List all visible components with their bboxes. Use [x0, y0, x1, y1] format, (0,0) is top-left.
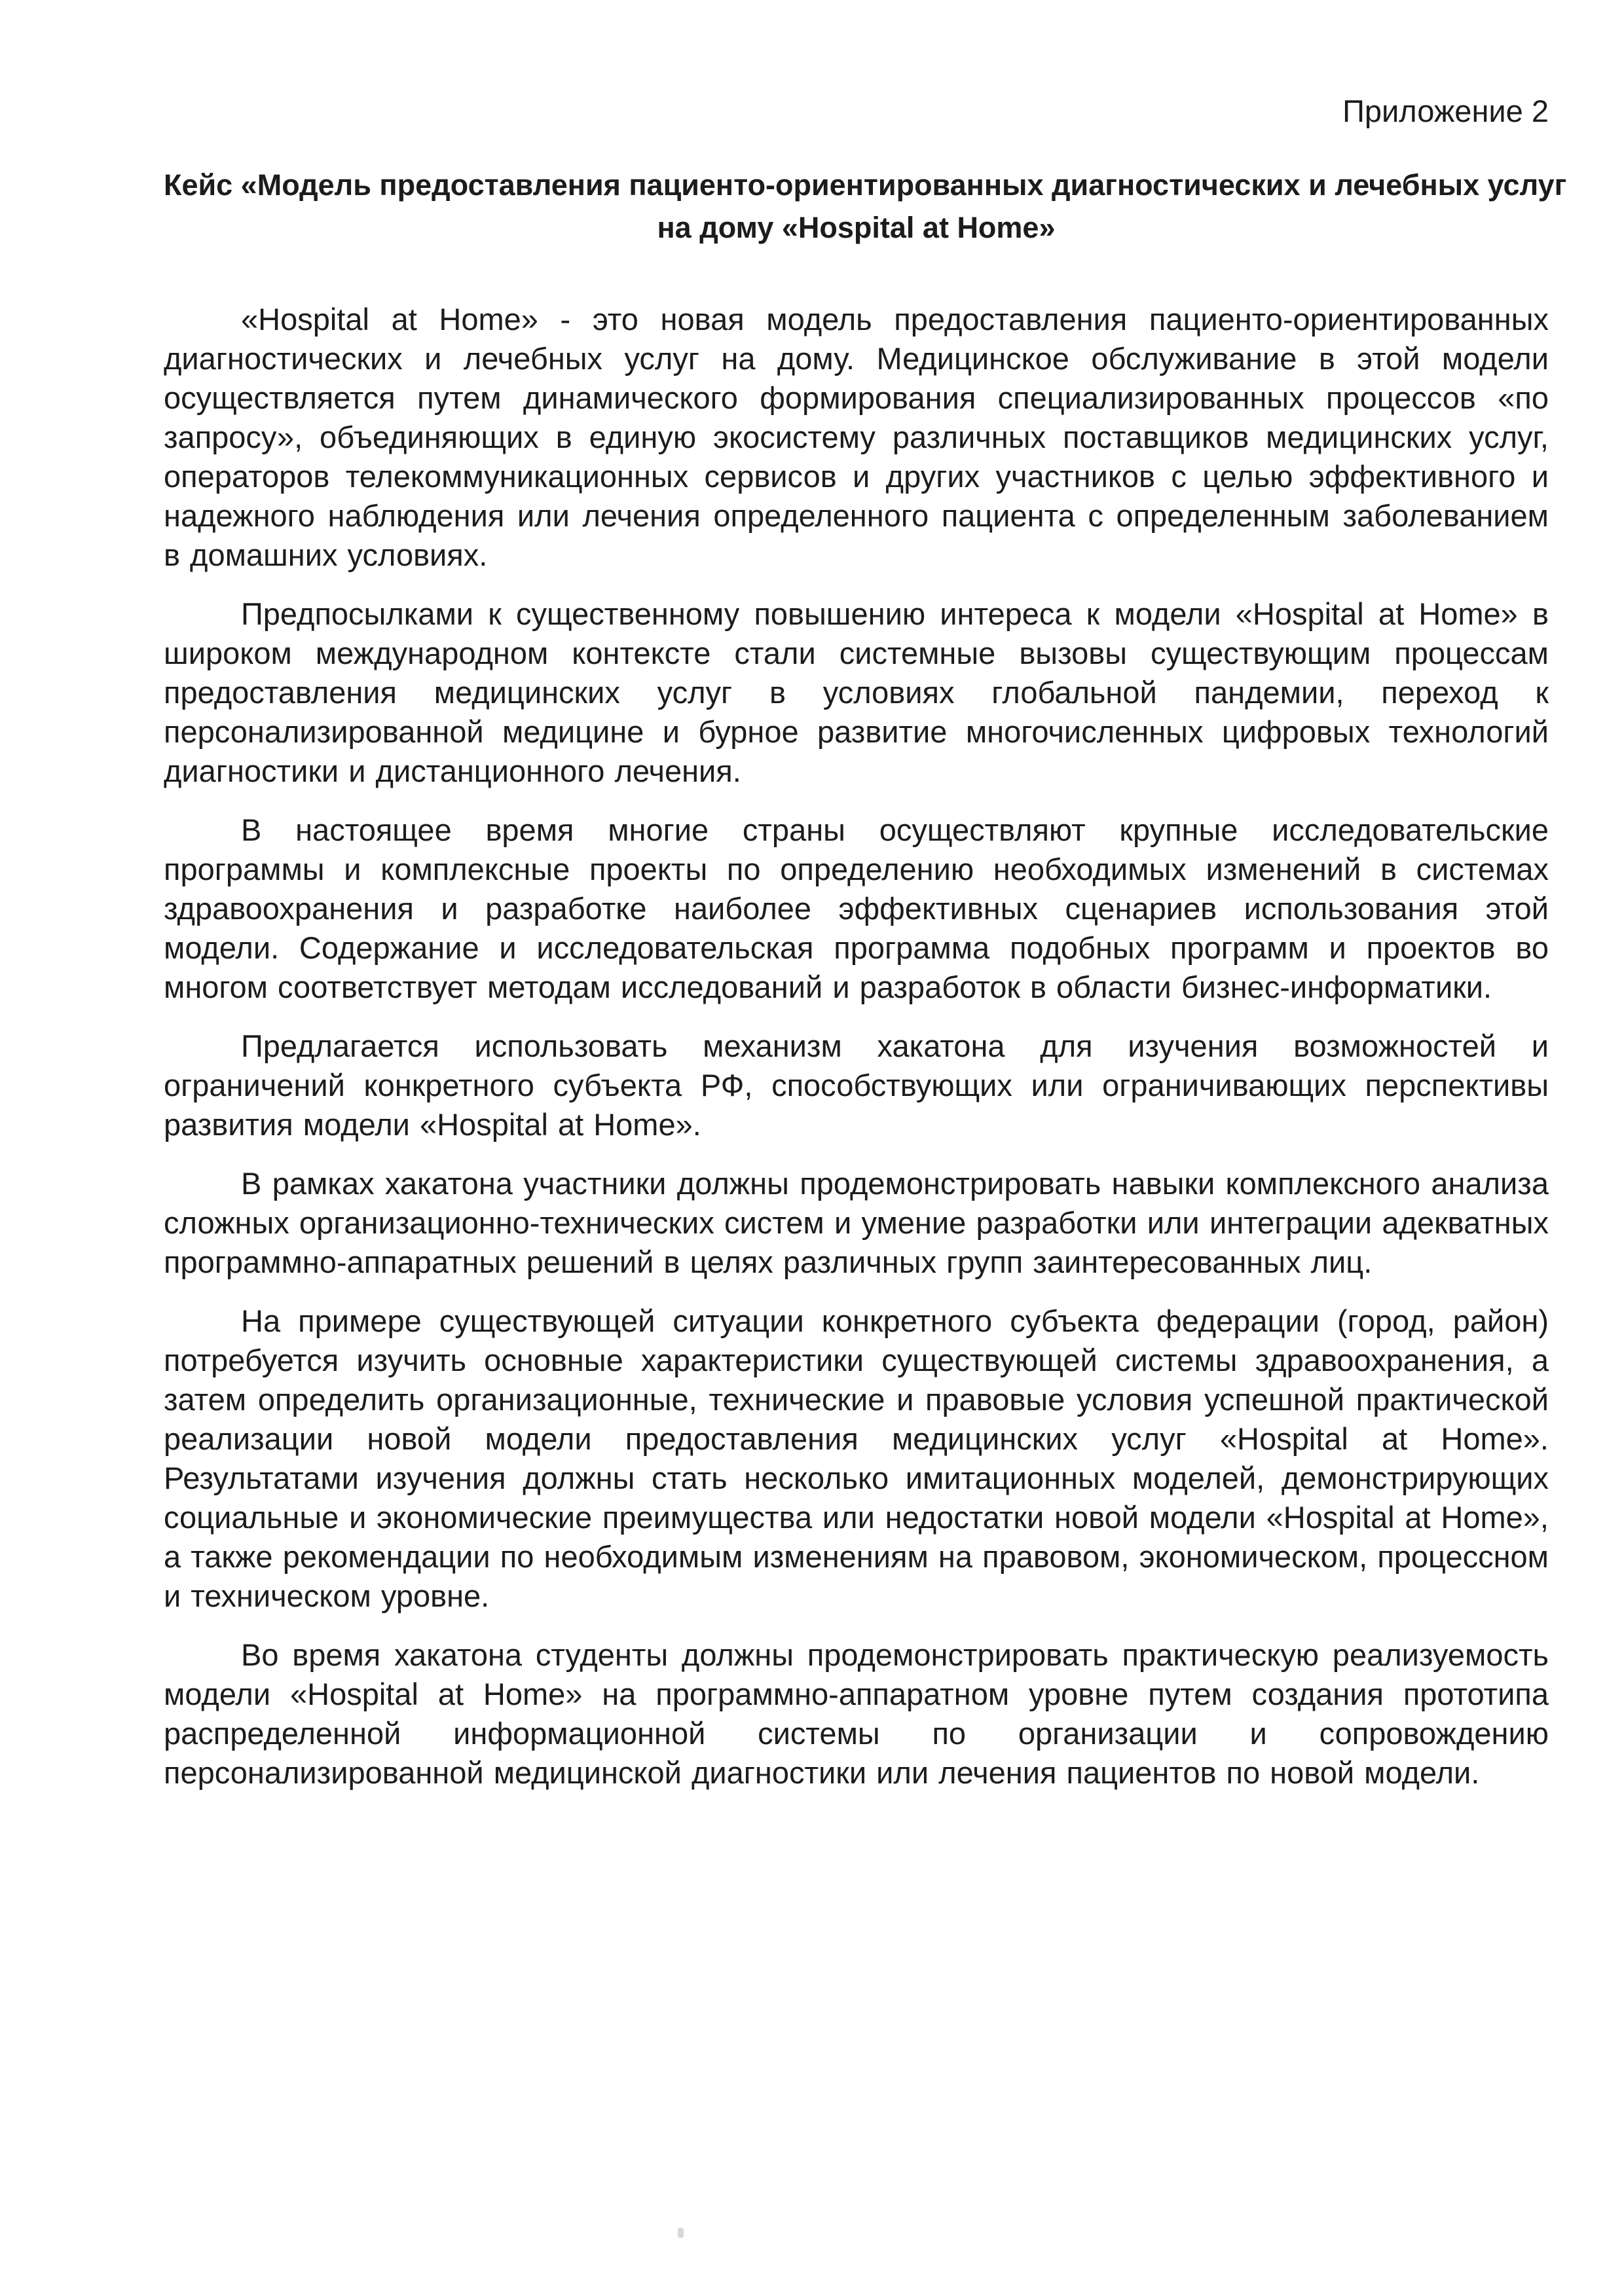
paragraph-hackathon-proposal: Предлагается использовать механизм хакатона для изучения возможностей и ограничений конкретного субъекта РФ, способствующих или ограничивающих перспективы развития модели «Hospital at Home».	[164, 1029, 1549, 1142]
paragraph-hospital-at-home-intro: «Hospital at Home» - это новая модель предоставления пациенто-ориентированных диагностических и лечебных услуг на дому. Медицинское обслуживание в этой модели осуществляется путем динамического формирования специализированных процессов «по запросу», объединяющих в единую экосистему различных поставщиков медицинских услуг, операторов телекоммуникационных сервисов и других участников с целью эффективного и надежного наблюдения или лечения определенного пациента с определенным заболеванием в домашних условиях.	[164, 302, 1549, 572]
case-title-line-2: на дому «Hospital at Home»	[657, 211, 1056, 244]
case-title-line-1: Кейс «Модель предоставления пациенто-ориентированных диагностических и лечебных услуг	[164, 168, 1567, 202]
paragraph-student-prototype: Во время хакатона студенты должны продемонстрировать практическую реализуемость модели «Hospital at Home» на программно-аппаратном уровне путем создания прототипа распределенной информационной системы по организации и сопровождению персонализированной медицинской диагностики или лечения пациентов по новой модели.	[164, 1637, 1549, 1790]
case-title	[164, 164, 1567, 249]
scan-artifact-dot	[678, 2228, 684, 2238]
paragraph-regional-study: На примере существующей ситуации конкретного субъекта федерации (город, район) потребуется изучить основные характеристики существующей системы здравоохранения, а затем определить организационные, технические и правовые условия успешной практической реализации новой модели предоставления медицинских услуг «Hospital at Home». Результатами изучения должны стать несколько имитационных моделей, демонстрирующих социальные и экономические преимущества или недостатки новой модели «Hospital at Home», а также рекомендации по необходимым изменениям на правовом, экономическом, процессном и техническом уровне.	[164, 1303, 1549, 1613]
document-body	[164, 300, 1549, 1793]
paragraph-preconditions: Предпосылками к существенному повышению интереса к модели «Hospital at Home» в широком международном контексте стали системные вызовы существующим процессам предоставления медицинских услуг в условиях глобальной пандемии, переход к персонализированной медицине и бурное развитие многочисленных цифровых технологий диагностики и дистанционного лечения.	[164, 596, 1549, 788]
paragraph-current-research: В настоящее время многие страны осуществляют крупные исследовательские программы и комплексные проекты по определению необходимых изменений в системах здравоохранения и разработке наиболее эффективных сценариев использования этой модели. Содержание и исследовательская программа подобных программ и проектов во многом соответствует методам исследований и разработок в области бизнес-информатики.	[164, 812, 1549, 1004]
annex-label: Приложение 2	[1342, 94, 1549, 128]
paragraph-participant-skills: В рамках хакатона участники должны продемонстрировать навыки комплексного анализа сложных организационно-технических систем и умение разработки или интеграции адекватных программно-аппаратных решений в целях различных групп заинтересованных лиц.	[164, 1166, 1549, 1279]
